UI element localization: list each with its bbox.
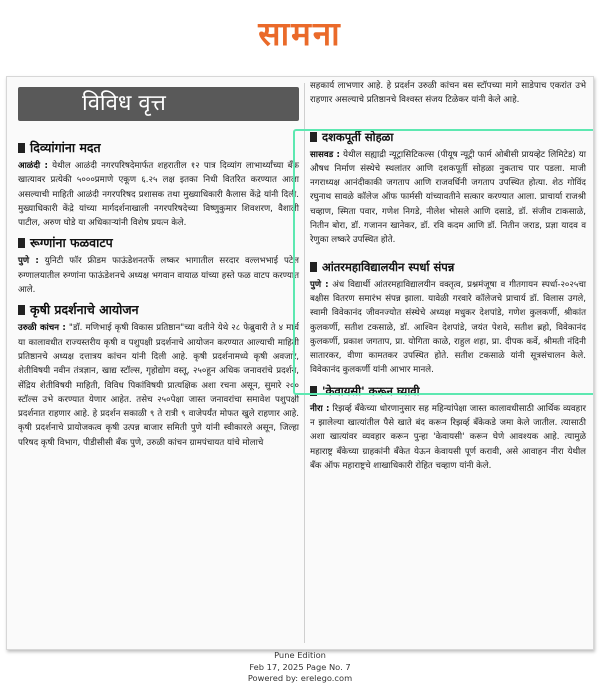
article-heading: दिव्यांगांना मदत	[18, 139, 299, 157]
article-body: नीरा : रिझर्व्ह बँकेच्या धोरणानुसार सह महिन्यांपेक्षा जास्त कालावधीसाठी आर्थिक व्यवहार न झालेल्या खात्यांतील पैसे खाते बंद करून रिझर्व्ह बँकेकडे जमा केले जातील. त्यासाठी अशा खात्यांवर व्यवहार करून पुन्हा 'केवायसी' करून घेणे आवश्यक आहे. त्यामुळे महाराष्ट्र बँकेच्या ग्राहकांनी बँकेत येऊन केवायसी पूर्ण करावी, असे आवाहन नीरा येथील बँक ऑफ महाराष्ट्रचे शाखाधिकारी रोहित चव्हाण यांनी केले.	[310, 403, 586, 471]
footer-edition: Pune Edition	[274, 650, 326, 660]
article-body: आळंदी : येथील आळंदी नगरपरिषदेमार्फत शहरातील १२ पात्र दिव्यांग लाभार्थ्यांच्या बँक खात्यावर प्रत्येकी ५०००प्रमाणे एकूण ६.२५ लक्ष इतका निधी वितरित करण्यात आला असल्याची माहिती आळंदी नगरपरिषद प्रशासक तथा मुख्याधिकारी कैलास केंद्रे यांनी दिली. मुख्याधिकारी केंद्रे यांच्या मार्गदर्शनाखाली नगरपरिषदेच्या विष्णुकुमार शिवशरण, वैशाली पाटील, अरुण घोडे या अधिकाऱ्यांनी विशेष प्रयत्न केले.	[18, 161, 300, 229]
article-fruit-distribution	[18, 234, 299, 297]
bullet-square-icon	[18, 238, 25, 248]
article-dateline: उरुळी कांचन :	[18, 323, 66, 334]
footer-powered-by: Powered by: erelego.com	[247, 673, 353, 683]
article-kyc	[310, 382, 586, 473]
article-continuation: सहकार्य लाभणार आहे. हे प्रदर्शन उरुळी कांचन बस स्टॉपच्या मागे साडेपाच एकरांत उभे राहणार असल्याचे प्रतिष्ठानचे विश्वस्त संजय टिळेकर यांनी केले आहे.	[310, 81, 586, 106]
article-agri-exhibition	[18, 301, 299, 450]
left-column	[18, 135, 299, 452]
article-body: उरुळी कांचन : "डॉ. मणिभाई कृषी विकास प्रतिष्ठान"च्या वतीने येथे २८ फेब्रुवारी ते ४ मार्च या कालावधीत राज्यस्तरीय कृषी व पशुपक्षी प्रदर्शनाचे आयोजन करण्यात आल्याची माहिती प्रतिष्ठानचे अध्यक्ष दत्तात्रय कांचन यांनी दिली आहे. कृषी प्रदर्शनामध्ये कृषी अवजारे, शेतीविषयी नवीन तंत्रज्ञान, खाद्य स्टॉल्स, गृहोद्योग वस्तू, २५०हून अधिक जनावरांचे प्रदर्शन, सेंद्रिय शेतीविषयी माहिती, विविध पिकांविषयी प्रात्यक्षिक अशा रचना असून, सुमारे २०० स्टॉल्स उभे करण्यात येणार आहेत. तसेच २५०पेक्षा जास्त जनावरांचा समावेश पशुपक्षी प्रदर्शनात राहणार आहे. हे प्रदर्शन सकाळी ९ ते रात्री ९ वाजेपर्यंत मोफत खुले राहणार आहे. कृषी प्रदर्शनाचे प्रायोजकत्व कृषी उत्पन्न बाजार समिती पुणे यांनी स्वीकारले असून, जिल्हा परिषद कृषी विभाग, पीडीसीसी बँक पुणे, उरुळी कांचन ग्रामपंचायत यांचे मोलाचे	[18, 323, 300, 448]
article-divyang	[18, 139, 299, 230]
bullet-square-icon	[310, 386, 317, 396]
bullet-square-icon	[310, 132, 317, 142]
bullet-square-icon	[310, 262, 317, 272]
article-body: सासवड : येथील सह्याद्री न्यूट्रासिटिकल्स (पीयूष न्यूट्री फार्म ओबीसी प्रायव्हेट लिमिटेड) या औषध निर्माण संस्थेचे स्थलांतर आणि दशकपूर्ती सोहळा नुकताच पार पडला. माजी नगराध्यक्ष आनंदीकाकी जगताप आणि राजवर्धिनी जगताप उपस्थित होत्या. शेठ गोविंद रघुनाथ सावळे कॉलेज ऑफ फार्मसी यांच्यावतीने सत्कार करण्यात आला. प्राचार्या राजश्री चव्हाण, स्मिता पवार, गणेश निगडे, नीलेश भोसले आणि दसाडे, डॉ. संजीव टाकसाळे, नितीन बोरा, डॉ. गजानन खानेकर, डॉ. रवि कदम आणि डॉ. नितीन जराड, प्रज्ञा यादव व रेणुका लष्करे उपस्थित होते.	[310, 149, 587, 246]
right-column	[310, 77, 586, 475]
article-dateline: सासवड :	[310, 149, 340, 160]
news-clipping	[6, 76, 594, 650]
bullet-square-icon	[18, 143, 25, 153]
footer-date-page: Feb 17, 2025 Page No. 7	[249, 662, 351, 672]
section-title: विविध वृत्त	[82, 91, 166, 116]
article-heading: आंतरमहाविद्यालयीन स्पर्धा संपन्न	[310, 258, 586, 276]
article-intercollegiate	[310, 258, 586, 378]
column-divider	[304, 83, 305, 643]
newspaper-masthead: सामना	[258, 14, 342, 53]
article-body: पुणे : अंध विद्यार्थी आंतरमहाविद्यालयीन वक्तृत्व, प्रश्नमंजूषा व गीतगायन स्पर्धा-२०२५चा बक्षीस वितरण समारंभ संपन्न झाला. यावेळी गरवारे कॉलेजचे प्राचार्य डॉ. विलास उगले, स्वामी विवेकानंद जीवनज्योत संस्थेचे अध्यक्ष मधुकर देशपांडे, गणेश कुलकर्णी, श्रीकांत कुलकर्णी, सतीश टकसाळे, डॉ. आश्विन देशपांडे, जयंत पेशवे, सतीश ब्रहो, विवेकानंद कुलकर्णी, प्रकाश जगताप, प्रा. योगिता काळे, राहुल शहा, प्रा. दीपक कर्वे, श्रीमती नंदिनी सातारकर, वीणा कामतकर उपस्थित होते. सतीश टकसाळे यांनी सूत्रसंचालन केले. विवेकानंद कुलकर्णी यांनी आभार मानले.	[310, 279, 586, 376]
article-dateline: पुणे :	[310, 279, 329, 290]
article-heading: रूग्णांना फळवाटप	[18, 234, 299, 252]
article-heading: दशकपूर्ती सोहळा	[310, 128, 586, 146]
article-dateline: नीरा :	[310, 403, 330, 414]
article-decade-celebration	[310, 128, 586, 248]
article-heading: 'केवायसी' करून घ्यावी	[310, 382, 586, 400]
article-body: पुणे : युनिटी फॉर फ्रीडम फाऊंडेशनतर्फे लष्कर भागातील सरदार वल्लभभाई पटेल रुग्णालयातील रुग्णांना फाऊंडेशनचे अध्यक्ष भगवान वायाळ यांच्या हस्ते फळ वाटप करण्यात आले.	[18, 256, 299, 296]
section-title-banner	[18, 87, 299, 121]
article-dateline: आळंदी :	[18, 161, 48, 171]
bullet-square-icon	[18, 305, 25, 315]
article-dateline: पुणे :	[18, 256, 39, 267]
article-heading: कृषी प्रदर्शनाचे आयोजन	[18, 301, 299, 319]
